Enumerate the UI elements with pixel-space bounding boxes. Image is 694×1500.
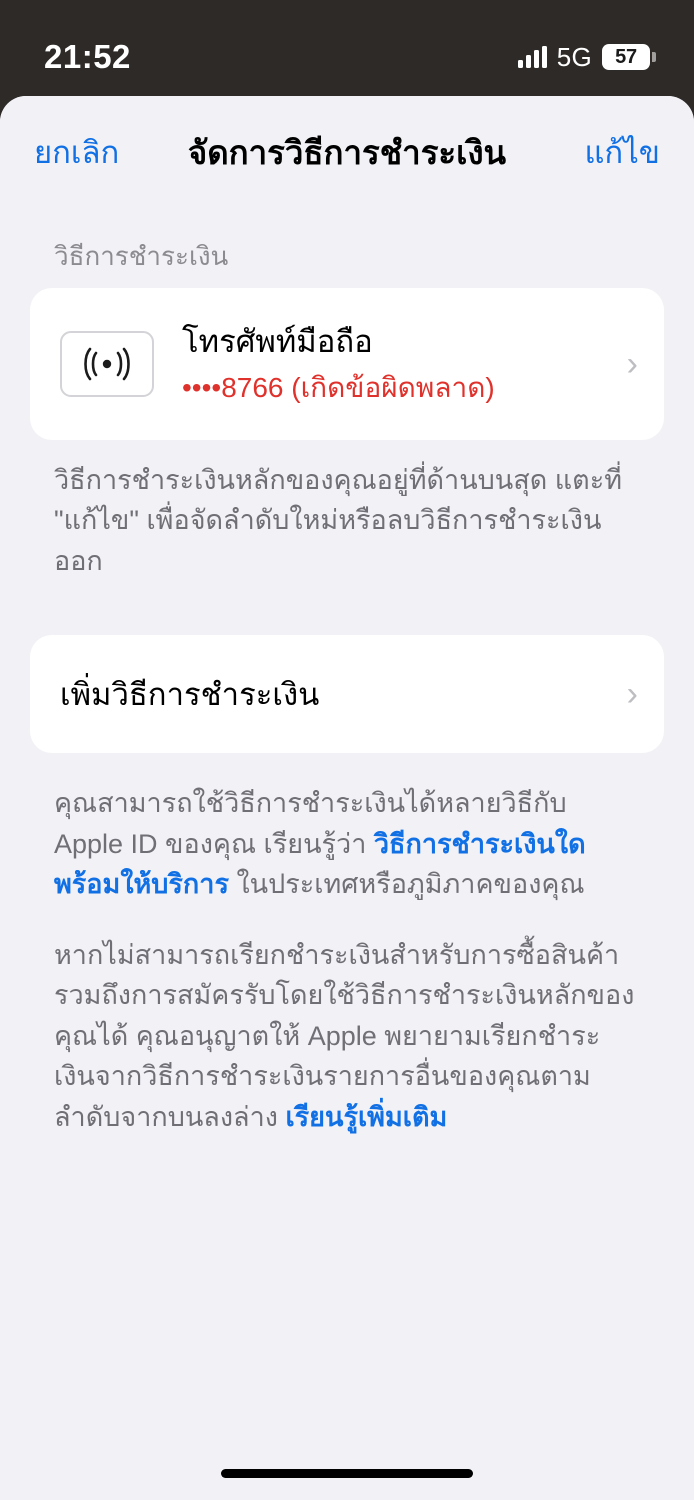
network-type-label: 5G (556, 41, 592, 72)
info-paragraph-1 (30, 753, 664, 905)
spacer (30, 581, 664, 635)
info-paragraph-1-part2: ในประเทศหรือภูมิภาคของคุณ (228, 869, 585, 900)
status-bar (0, 0, 694, 96)
info-paragraph-2-part1: หากไม่สามารถเรียกชำระเงินสำหรับการซื้อสินค้ารวมถึงการสมัครรับโดยใช้วิธีการชำระเงินหลักของคุณได้ คุณอนุญาตให้ Apple พยายามเรียกชำระเงินจากวิธีการชำระเงินรายการอื่นของคุณตามลำดับจากบนลงล่าง (54, 939, 635, 1132)
battery-cap (652, 52, 656, 62)
cellular-signal-icon (518, 46, 547, 68)
page-title: จัดการวิธีการชำระเงิน (187, 133, 507, 171)
status-time: 21:52 (44, 38, 131, 75)
add-payment-method-row[interactable] (30, 635, 664, 753)
add-payment-method-label: เพิ่มวิธีการชำระเงิน (60, 677, 320, 713)
learn-more-link[interactable]: เรียนรู้เพิ่มเติม (285, 1101, 448, 1132)
home-indicator[interactable] (221, 1469, 473, 1478)
chevron-right-icon: › (626, 344, 638, 383)
battery-percent-label: 57 (615, 45, 637, 68)
info-paragraph-1-part1: คุณสามารถใช้วิธีการชำระเงินได้หลายวิธีกับ Apple ID ของคุณ เรียนรู้ว่า (54, 788, 567, 859)
available-payment-methods-link[interactable]: วิธีการชำระเงินใดพร้อมให้บริการ (54, 828, 586, 900)
info-paragraph-2 (30, 905, 664, 1138)
cellular-carrier-billing-icon (60, 331, 154, 397)
payment-methods-section-header: วิธีการชำระเงิน (54, 241, 229, 271)
edit-button[interactable]: แก้ไข (584, 135, 660, 170)
navigation-bar (0, 96, 694, 208)
status-indicators (518, 42, 650, 73)
payment-methods-footnote: วิธีการชำระเงินหลักของคุณอยู่ที่ด้านบนสุด แตะที่ "แก้ไข" เพื่อจัดลำดับใหม่หรือลบวิธีการชำระเงินออก (54, 464, 623, 576)
payment-methods-card (30, 288, 664, 440)
payment-method-row[interactable] (30, 288, 664, 440)
payment-methods-sheet (0, 96, 694, 1500)
payment-method-detail: ••••8766 (เกิดข้อผิดพลาด) (182, 371, 495, 403)
battery-icon (602, 44, 650, 70)
payment-method-title: โทรศัพท์มือถือ (182, 323, 373, 359)
add-payment-method-card (30, 635, 664, 753)
payment-method-text (154, 323, 619, 405)
sheet-content (0, 208, 694, 1137)
cancel-button[interactable]: ยกเลิก (34, 135, 120, 170)
chevron-right-icon: › (626, 675, 638, 714)
